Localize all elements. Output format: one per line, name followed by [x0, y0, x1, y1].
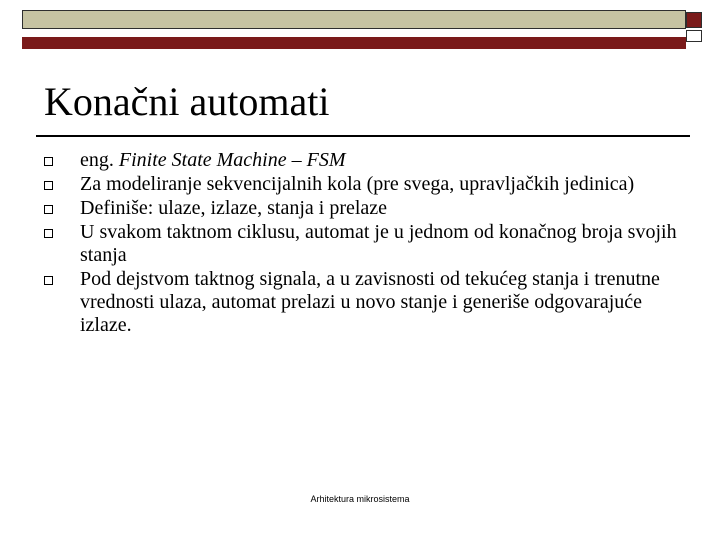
header-band-bottom — [22, 37, 686, 49]
bullet-text: Za modeliranje sekvencijalnih kola (pre svega, upravljačkih jedinica) — [80, 173, 635, 195]
slide-footer: Arhitektura mikrosistema — [310, 494, 410, 504]
header-decoration — [22, 10, 686, 40]
slide-title: Konačni automati — [44, 79, 330, 124]
bullet-square-icon — [44, 205, 53, 214]
bullet-square-icon — [44, 276, 53, 285]
bullet-text: Pod dejstvom taktnog signala, a u zavisnosti od tekućeg stanja i trenutne vrednosti ulaza, automat prelazi u novo stanje i generiše odgovarajuće izlaze. — [80, 268, 660, 336]
bullet-text: eng. — [80, 149, 119, 171]
bullet-item — [44, 149, 694, 172]
corner-decoration — [686, 12, 706, 42]
corner-square-top — [686, 12, 702, 28]
bullet-text: U svakom taktnom ciklusu, automat je u jednom od konačnog broja svojih stanja — [80, 221, 677, 266]
bullet-item — [44, 221, 694, 267]
corner-square-bottom — [686, 30, 702, 42]
bullet-text: Definiše: ulaze, izlaze, stanja i prelaze — [80, 197, 388, 219]
header-band-top — [22, 10, 686, 29]
bullet-list — [44, 149, 694, 338]
bullet-item — [44, 268, 694, 337]
bullet-square-icon — [44, 181, 53, 190]
bullet-square-icon — [44, 229, 53, 238]
bullet-square-icon — [44, 157, 53, 166]
bullet-emphasis: Finite State Machine – FSM — [118, 149, 346, 171]
bullet-item — [44, 173, 694, 196]
bullet-item — [44, 197, 694, 220]
title-divider — [36, 135, 690, 137]
